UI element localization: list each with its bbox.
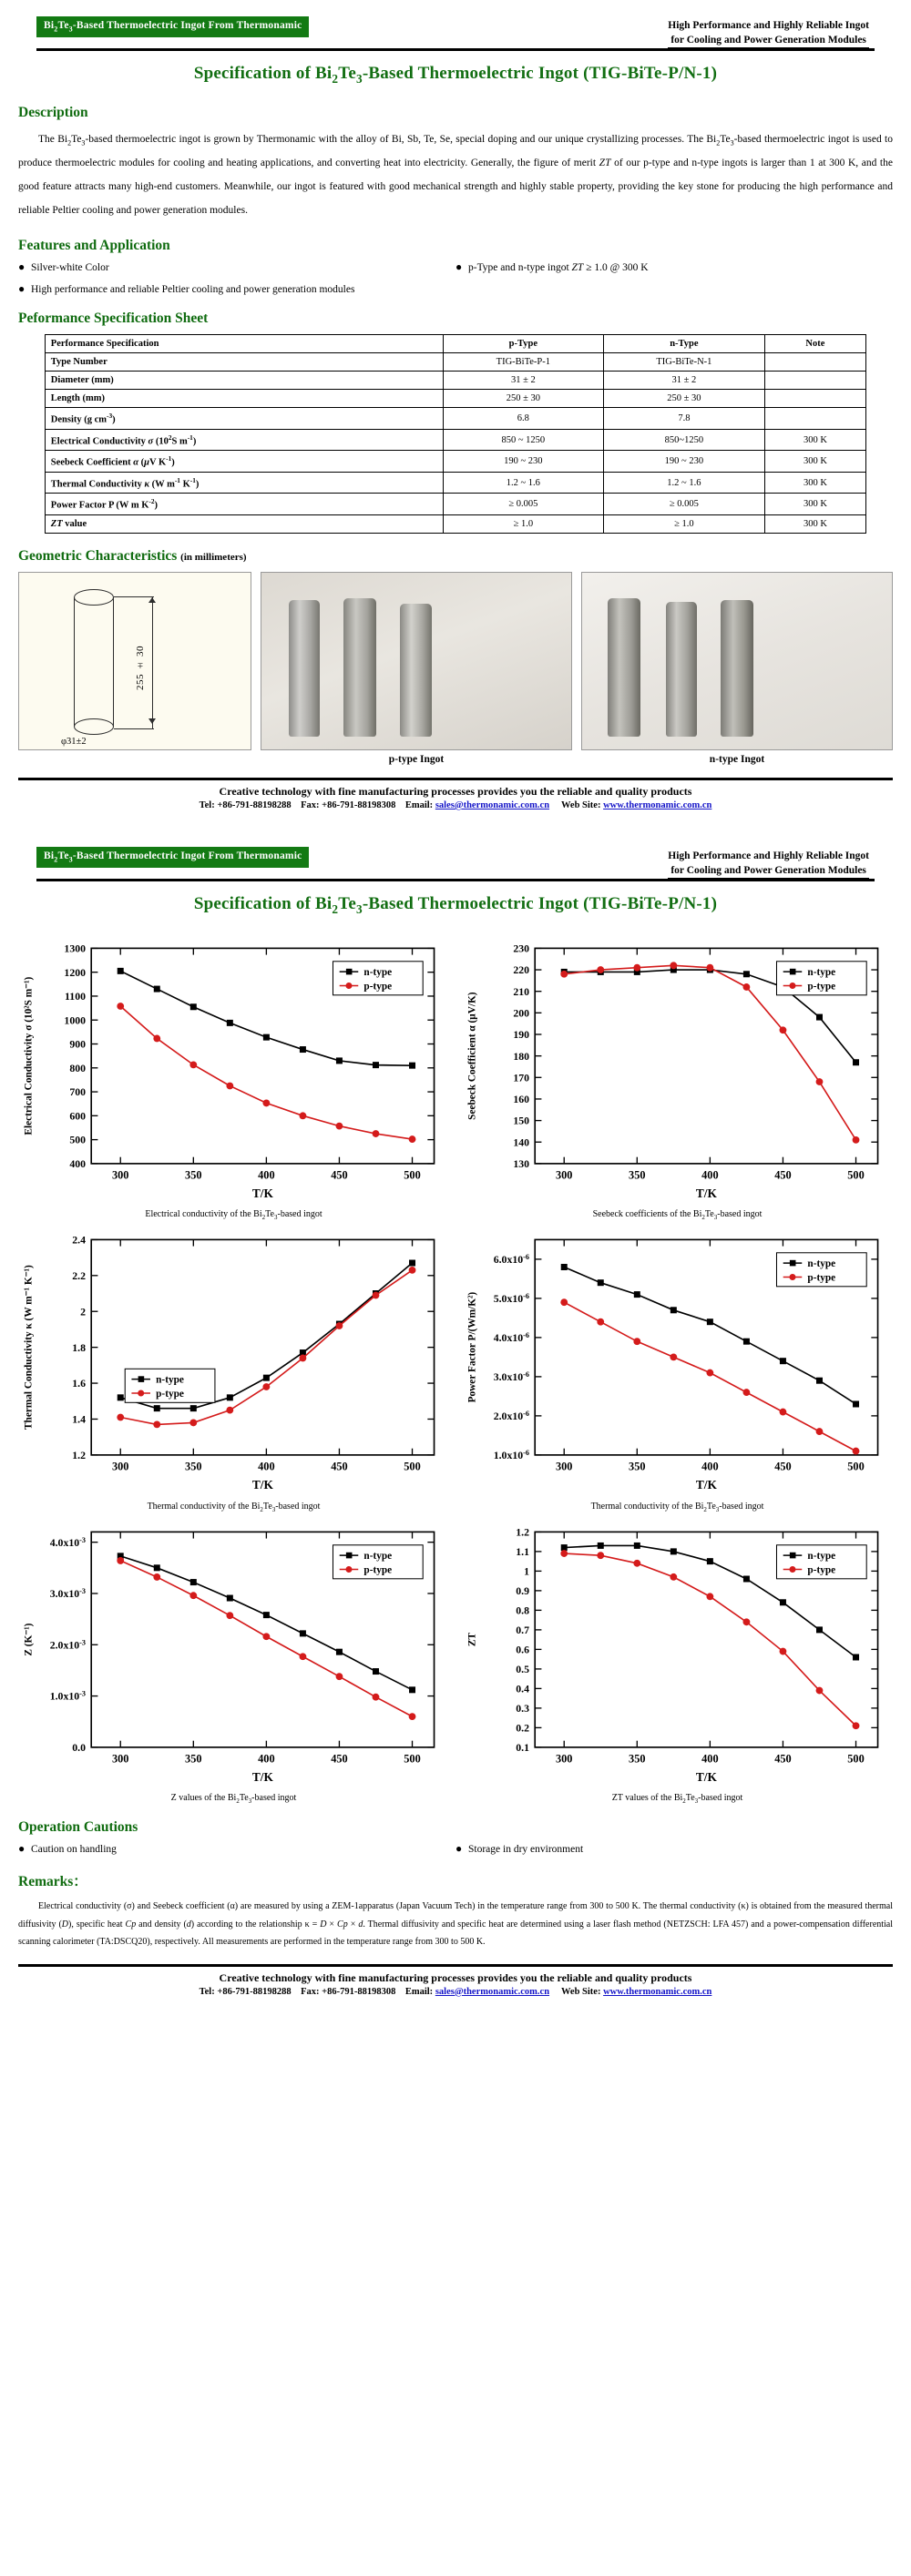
svg-text:T/K: T/K — [695, 1769, 717, 1784]
header-rule — [36, 48, 875, 51]
row-note — [764, 408, 866, 430]
bullet-icon: ● — [456, 260, 463, 273]
caption-n-type: n-type Ingot — [709, 753, 765, 765]
geometry-row — [18, 572, 893, 750]
svg-text:500: 500 — [847, 1751, 865, 1765]
svg-text:450: 450 — [331, 1168, 348, 1182]
feature-item-3 — [18, 283, 893, 296]
svg-text:0.0: 0.0 — [72, 1740, 87, 1754]
table-row — [45, 494, 865, 515]
footer-contact — [18, 1987, 893, 2002]
row-ntype: 31 ± 2 — [604, 372, 765, 390]
svg-text:0.6: 0.6 — [516, 1643, 530, 1656]
svg-text:n-type: n-type — [363, 967, 393, 979]
header-tagline-line2: for Cooling and Power Generation Modules — [668, 34, 869, 49]
header-tagline — [668, 847, 875, 879]
svg-text:300: 300 — [111, 1751, 129, 1765]
svg-text:160: 160 — [513, 1093, 530, 1106]
table-row — [45, 472, 865, 494]
photo-n-type-ingot — [581, 572, 893, 750]
svg-text:130: 130 — [513, 1157, 530, 1171]
svg-text:500: 500 — [404, 1460, 421, 1473]
svg-text:350: 350 — [629, 1460, 646, 1473]
page-footer-2 — [18, 1964, 893, 2002]
footer-web-link[interactable]: www.thermonamic.com.cn — [603, 1986, 712, 1997]
page-header-2 — [18, 840, 893, 879]
specification-table — [45, 334, 866, 534]
bullet-icon: ● — [18, 1841, 26, 1855]
row-note — [764, 390, 866, 408]
section-title-operation: Operation Cautions — [18, 1818, 138, 1835]
footer-slogan: Creative technology with fine manufacturing processes provides you the reliable and quality products — [219, 784, 692, 798]
svg-text:350: 350 — [185, 1751, 202, 1765]
header-tagline-line2: for Cooling and Power Generation Modules — [668, 864, 869, 880]
svg-text:T/K: T/K — [695, 1478, 717, 1492]
arrow-down-icon — [148, 718, 156, 724]
operation-row — [18, 1843, 893, 1856]
table-row — [45, 429, 865, 451]
operation-item-1 — [18, 1843, 456, 1856]
ingot-body — [74, 597, 114, 727]
svg-text:500: 500 — [404, 1168, 421, 1182]
ingot-top-ellipse — [74, 589, 114, 606]
chart-caption-alpha: Seebeck coefficients of the $Bi_2Te_3$-based ingot — [592, 1209, 763, 1222]
svg-text:1000: 1000 — [64, 1013, 87, 1027]
svg-text:0.4: 0.4 — [516, 1682, 530, 1695]
page-1 — [0, 0, 911, 816]
chart-svg-alpha — [462, 935, 893, 1207]
ingot-cylinder-icon — [74, 589, 114, 735]
caption-spacer — [18, 750, 251, 765]
svg-text:5.0x10-6: $5.0x10^{-6}$ — [493, 1291, 530, 1306]
row-ptype: TIG-BiTe-P-1 — [443, 353, 604, 372]
chart-svg-sigma — [18, 935, 449, 1207]
row-ptype: 190 ~ 230 — [443, 451, 604, 473]
svg-text:500: 500 — [847, 1168, 865, 1182]
photo-captions — [18, 750, 893, 765]
table-header-row — [45, 335, 865, 353]
chart-caption-sigma: Electrical conductivity of the $Bi_2Te_3$-based ingot — [145, 1209, 322, 1222]
svg-text:300: 300 — [111, 1168, 129, 1182]
svg-text:Power Factor P/(Wm/K²): Power Factor P/(Wm/K²) — [466, 1292, 478, 1403]
svg-text:190: 190 — [513, 1028, 530, 1042]
svg-text:350: 350 — [185, 1168, 202, 1182]
svg-text:600: 600 — [69, 1109, 87, 1123]
svg-text:Thermal Conductivity κ (W m⁻¹: Thermal Conductivity κ (W m⁻¹ K⁻¹) — [23, 1265, 35, 1431]
svg-text:300: 300 — [111, 1460, 129, 1473]
svg-text:p-type: p-type — [807, 1273, 836, 1285]
ingot-length-label: 255 ± 30 — [135, 645, 146, 690]
svg-text:700: 700 — [69, 1085, 87, 1099]
svg-text:T/K: T/K — [251, 1478, 273, 1492]
svg-text:900: 900 — [69, 1037, 87, 1051]
table-row — [45, 372, 865, 390]
dimension-tick-bottom — [114, 728, 154, 729]
table-row — [45, 390, 865, 408]
svg-text:1: 1 — [524, 1564, 530, 1578]
operation-label-1: Caution on handling — [31, 1843, 117, 1855]
chart-z-values — [18, 1519, 449, 1805]
footer-web-label: Web Site: — [561, 1986, 601, 1997]
row-note: 300 K — [764, 514, 866, 533]
svg-text:300: 300 — [555, 1460, 573, 1473]
row-note: 300 K — [764, 429, 866, 451]
svg-text:0.8: 0.8 — [516, 1604, 530, 1617]
row-note — [764, 353, 866, 372]
svg-text:300: 300 — [555, 1168, 573, 1182]
features-row-1 — [18, 261, 893, 274]
chart-caption-kappa: Thermal conductivity of the $Bi_2Te_3$-based ingot — [147, 1501, 321, 1513]
footer-email-label: Email: — [404, 799, 434, 810]
svg-text:350: 350 — [629, 1751, 646, 1765]
svg-text:220: 220 — [513, 963, 530, 977]
row-label: Seebeck Coefficient α (μV $K^{-1}$) — [45, 451, 443, 473]
svg-text:1100: 1100 — [65, 990, 87, 1003]
row-note: 300 K — [764, 451, 866, 473]
dimension-line — [152, 596, 153, 729]
geometry-title-text: Geometric Characteristics — [18, 547, 178, 564]
svg-text:1.0x10-6: $1.0x10^{-6}$ — [493, 1448, 530, 1462]
bullet-icon: ● — [18, 282, 26, 296]
row-ptype: 6.8 — [443, 408, 604, 430]
footer-email-link[interactable]: sales@thermonamic.com.cn — [435, 799, 550, 810]
svg-text:2: 2 — [80, 1305, 87, 1319]
header-tagline — [668, 16, 875, 48]
row-ntype: TIG-BiTe-N-1 — [604, 353, 765, 372]
feature-label-2: p-Type and n-type ingot ZT ≥ 1.0 @ 300 K — [468, 261, 649, 273]
svg-text:230: 230 — [513, 942, 530, 955]
footer-rule — [18, 778, 893, 780]
row-note — [764, 372, 866, 390]
svg-text:170: 170 — [513, 1071, 530, 1084]
svg-text:450: 450 — [331, 1751, 348, 1765]
svg-text:400: 400 — [258, 1751, 275, 1765]
page-2 — [0, 830, 911, 2002]
section-title-geometry — [18, 548, 893, 565]
header-brand-badge: $Bi_2Te_3$-Based Thermoelectric Ingot From Thermonamic — [36, 16, 309, 37]
page-title-2: Specification of $Bi_2Te_3$-Based Thermoelectric Ingot (TIG-BiTe-P/N-1) — [193, 894, 718, 917]
svg-text:350: 350 — [629, 1168, 646, 1182]
svg-text:400: 400 — [701, 1168, 719, 1182]
col-header-ntype: n-Type — [604, 335, 765, 353]
col-header-note: Note — [764, 335, 866, 353]
chart-caption-pf: Thermal conductivity of the $Bi_2Te_3$-based ingot — [590, 1501, 764, 1513]
row-ntype: ≥ 1.0 — [604, 514, 765, 533]
header-tagline-line1: High Performance and Highly Reliable Ingot — [668, 850, 869, 861]
section-title-spec: Peformance Specification Sheet — [18, 311, 209, 327]
operation-item-2 — [456, 1843, 893, 1856]
svg-text:T/K: T/K — [251, 1186, 273, 1201]
feature-item-2 — [456, 261, 893, 274]
row-ntype: 7.8 — [604, 408, 765, 430]
operation-label-2: Storage in dry environment — [468, 1843, 584, 1855]
svg-text:450: 450 — [774, 1460, 792, 1473]
page-header — [18, 9, 893, 48]
svg-text:p-type: p-type — [807, 1564, 836, 1576]
row-ntype: 1.2 ~ 1.6 — [604, 472, 765, 494]
row-ntype: 190 ~ 230 — [604, 451, 765, 473]
svg-text:450: 450 — [774, 1168, 792, 1182]
footer-web-link[interactable]: www.thermonamic.com.cn — [603, 799, 712, 810]
svg-text:1.2: 1.2 — [516, 1525, 530, 1539]
svg-text:Electrical Conductivity σ (10²: Electrical Conductivity σ (10²S m⁻¹) — [23, 976, 35, 1135]
svg-text:400: 400 — [701, 1460, 719, 1473]
row-label: Length (mm) — [45, 390, 443, 408]
svg-text:1.8: 1.8 — [72, 1341, 87, 1355]
features-list — [18, 261, 893, 297]
section-title-description: Description — [18, 105, 88, 121]
col-header-ptype: p-Type — [443, 335, 604, 353]
chart-svg-zt — [462, 1519, 893, 1790]
svg-text:n-type: n-type — [807, 1258, 836, 1270]
row-note: 300 K — [764, 494, 866, 515]
svg-text:p-type: p-type — [156, 1389, 184, 1400]
svg-text:ZT: ZT — [466, 1632, 478, 1646]
svg-text:Seebeck Coefficient α (μV/K): Seebeck Coefficient α (μV/K) — [466, 992, 478, 1121]
svg-text:180: 180 — [513, 1049, 530, 1063]
row-ptype: 250 ± 30 — [443, 390, 604, 408]
svg-text:500: 500 — [847, 1460, 865, 1473]
operation-list — [18, 1843, 893, 1856]
page-footer-1 — [18, 778, 893, 816]
footer-email-link[interactable]: sales@thermonamic.com.cn — [435, 1986, 550, 1997]
svg-text:0.1: 0.1 — [516, 1740, 530, 1754]
description-paragraph: The $Bi_2Te_3$-based thermoelectric ingot is grown by Thermonamic with the alloy of Bi, Sb, Te, Se, special doping and our unique crystallizing processes. The $Bi_2Te_3$-based thermoelectric ingot is used to produce thermoelectric modules for cooling and heating applications, and converting heat into electricity. Generally, the figure of merit ZT of our p-type and n-type ingots is larger than 1 at 300 K, and the good feature attracts many high-end customers. Meanwhile, our ingot is featured with good mechanical strength and highly stable property, providing the key stone for producing the high performance and reliable Peltier cooling and power generation modules. — [18, 134, 893, 216]
svg-text:4.0x10-6: $4.0x10^{-6}$ — [493, 1330, 530, 1345]
svg-text:1.0x10-3: $1.0x10^{-3}$ — [49, 1688, 87, 1703]
svg-text:p-type: p-type — [363, 981, 393, 993]
svg-text:p-type: p-type — [807, 981, 836, 993]
chart-svg-z — [18, 1519, 449, 1790]
svg-text:400: 400 — [701, 1751, 719, 1765]
svg-text:200: 200 — [513, 1006, 530, 1020]
svg-text:4.0x10-3: $4.0x10^{-3}$ — [49, 1534, 87, 1549]
svg-text:Z (K⁻¹): Z (K⁻¹) — [23, 1623, 35, 1656]
row-label: ZT value — [45, 514, 443, 533]
row-label: Thermal Conductivity κ (W $m^{-1}$ $K^{-1}$) — [45, 472, 443, 494]
svg-text:3.0x10-6: $3.0x10^{-6}$ — [493, 1369, 530, 1384]
svg-text:150: 150 — [513, 1114, 530, 1127]
section-title-features: Features and Application — [18, 237, 170, 253]
ingot-bottom-ellipse — [74, 718, 114, 735]
geometry-subtitle: (in millimeters) — [180, 551, 247, 563]
row-ntype: ≥ 0.005 — [604, 494, 765, 515]
row-ntype: 850~1250 — [604, 429, 765, 451]
page-title: Specification of $Bi_2Te_3$-Based Thermoelectric Ingot (TIG-BiTe-P/N-1) — [193, 64, 718, 87]
row-label: Diameter (mm) — [45, 372, 443, 390]
row-label: Density (g $cm^{-3}$) — [45, 408, 443, 430]
svg-text:2.0x10-3: $2.0x10^{-3}$ — [49, 1637, 87, 1651]
feature-label-1: Silver-white Color — [31, 261, 109, 273]
svg-text:0.3: 0.3 — [516, 1701, 530, 1715]
footer-tel: Tel: +86-791-88198288 — [199, 1986, 292, 1997]
chart-svg-pf — [462, 1227, 893, 1498]
svg-text:140: 140 — [513, 1135, 530, 1149]
page-separator — [0, 816, 911, 830]
svg-text:0.2: 0.2 — [516, 1721, 530, 1735]
row-note: 300 K — [764, 472, 866, 494]
chart-thermal-conductivity — [18, 1227, 449, 1512]
svg-text:6.0x10-6: $6.0x10^{-6}$ — [493, 1252, 530, 1267]
svg-text:450: 450 — [331, 1460, 348, 1473]
chart-caption-zt: ZT values of the $Bi_2Te_3$-based ingot — [611, 1792, 743, 1805]
bullet-icon: ● — [18, 260, 26, 273]
ingot-diameter-label: φ31±2 — [61, 736, 87, 747]
col-header-spec: Performance Specification — [45, 335, 443, 353]
svg-text:1.4: 1.4 — [72, 1412, 87, 1426]
ingot-drawing — [18, 572, 251, 750]
row-label: Electrical Conductivity σ ($10^2S$ $m^{-1}$) — [45, 429, 443, 451]
svg-text:n-type: n-type — [807, 1550, 836, 1562]
footer-contact — [18, 800, 893, 816]
remarks-paragraph: Electrical conductivity (σ) and Seebeck coefficient (α) are measured by using a ZEM-1apparatus (Japan Vacuum Tech) in the temperature range from 300 to 500 K. The thermal conductivity (κ) is obtained from the measured thermal diffusivity (D), specific heat Cp and density (d) according to the relationship κ = D × Cp × d. Thermal diffusivity and specific heat are determined using a laser flash method (NETZSCH: LFA 457) and a power-compensation differential scanning calorimeter (TA:DSCQ20), respectively. All measurements are performed in the temperature range from 300 to 500 K. — [18, 1901, 894, 1948]
row-ptype: ≥ 0.005 — [443, 494, 604, 515]
svg-text:400: 400 — [258, 1168, 275, 1182]
chart-svg-kappa — [18, 1227, 449, 1498]
svg-text:400: 400 — [69, 1157, 87, 1171]
table-row — [45, 451, 865, 473]
svg-text:2.2: 2.2 — [72, 1269, 87, 1283]
feature-label-3: High performance and reliable Peltier cooling and power generation modules — [31, 284, 355, 296]
svg-text:T/K: T/K — [251, 1769, 273, 1784]
chart-caption-z: Z values of the $Bi_2Te_3$-based ingot — [170, 1792, 297, 1805]
svg-text:450: 450 — [774, 1751, 792, 1765]
svg-text:2.0x10-6: $2.0x10^{-6}$ — [493, 1409, 530, 1423]
charts-grid — [18, 935, 893, 1805]
svg-text:210: 210 — [513, 985, 530, 999]
footer-fax: Fax: +86-791-88198308 — [301, 1986, 396, 1997]
svg-text:1.1: 1.1 — [516, 1544, 530, 1558]
svg-text:0.7: 0.7 — [516, 1623, 530, 1636]
table-row — [45, 408, 865, 430]
footer-web-label: Web Site: — [561, 799, 601, 810]
header-tagline-line1: High Performance and Highly Reliable Ingot — [668, 20, 869, 31]
svg-text:3.0x10-3: $3.0x10^{-3}$ — [49, 1586, 87, 1600]
caption-p-type: p-type Ingot — [388, 753, 445, 765]
svg-text:1200: 1200 — [64, 966, 87, 980]
header-brand-badge: $Bi_2Te_3$-Based Thermoelectric Ingot From Thermonamic — [36, 847, 309, 868]
row-ptype: ≥ 1.0 — [443, 514, 604, 533]
row-label: Power Factor P (W m $K^{-2}$) — [45, 494, 443, 515]
svg-text:500: 500 — [69, 1133, 87, 1146]
svg-text:T/K: T/K — [695, 1186, 717, 1201]
svg-text:300: 300 — [555, 1751, 573, 1765]
features-row-2 — [18, 283, 893, 296]
table-row — [45, 353, 865, 372]
bullet-icon: ● — [456, 1841, 463, 1855]
svg-text:1300: 1300 — [64, 942, 87, 955]
footer-email-label: Email: — [404, 1986, 434, 1997]
chart-seebeck-coefficient — [462, 935, 893, 1221]
svg-text:0.9: 0.9 — [516, 1583, 530, 1597]
svg-text:1.6: 1.6 — [72, 1377, 87, 1390]
section-title-remarks: Remarks： — [18, 1874, 87, 1890]
row-ptype: 31 ± 2 — [443, 372, 604, 390]
chart-power-factor — [462, 1227, 893, 1512]
svg-text:350: 350 — [185, 1460, 202, 1473]
svg-text:0.5: 0.5 — [516, 1662, 530, 1675]
table-row — [45, 514, 865, 533]
footer-tel: Tel: +86-791-88198288 — [199, 799, 292, 810]
footer-fax: Fax: +86-791-88198308 — [301, 799, 396, 810]
row-ptype: 850 ~ 1250 — [443, 429, 604, 451]
svg-text:800: 800 — [69, 1062, 87, 1075]
row-label: Type Number — [45, 353, 443, 372]
arrow-up-icon — [148, 597, 156, 603]
svg-text:2.4: 2.4 — [72, 1233, 87, 1247]
row-ntype: 250 ± 30 — [604, 390, 765, 408]
row-ptype: 1.2 ~ 1.6 — [443, 472, 604, 494]
svg-text:n-type: n-type — [156, 1375, 184, 1387]
svg-text:400: 400 — [258, 1460, 275, 1473]
svg-text:n-type: n-type — [807, 967, 836, 979]
header-rule — [36, 879, 875, 881]
footer-rule — [18, 1964, 893, 1967]
svg-text:n-type: n-type — [363, 1550, 393, 1562]
footer-slogan: Creative technology with fine manufacturing processes provides you the reliable and quality products — [219, 1970, 692, 1984]
svg-text:500: 500 — [404, 1751, 421, 1765]
svg-text:1.2: 1.2 — [72, 1449, 87, 1462]
svg-text:p-type: p-type — [363, 1564, 393, 1576]
photo-p-type-ingot — [261, 572, 572, 750]
chart-electrical-conductivity — [18, 935, 449, 1221]
feature-item-1 — [18, 261, 456, 274]
chart-zt-values — [462, 1519, 893, 1805]
